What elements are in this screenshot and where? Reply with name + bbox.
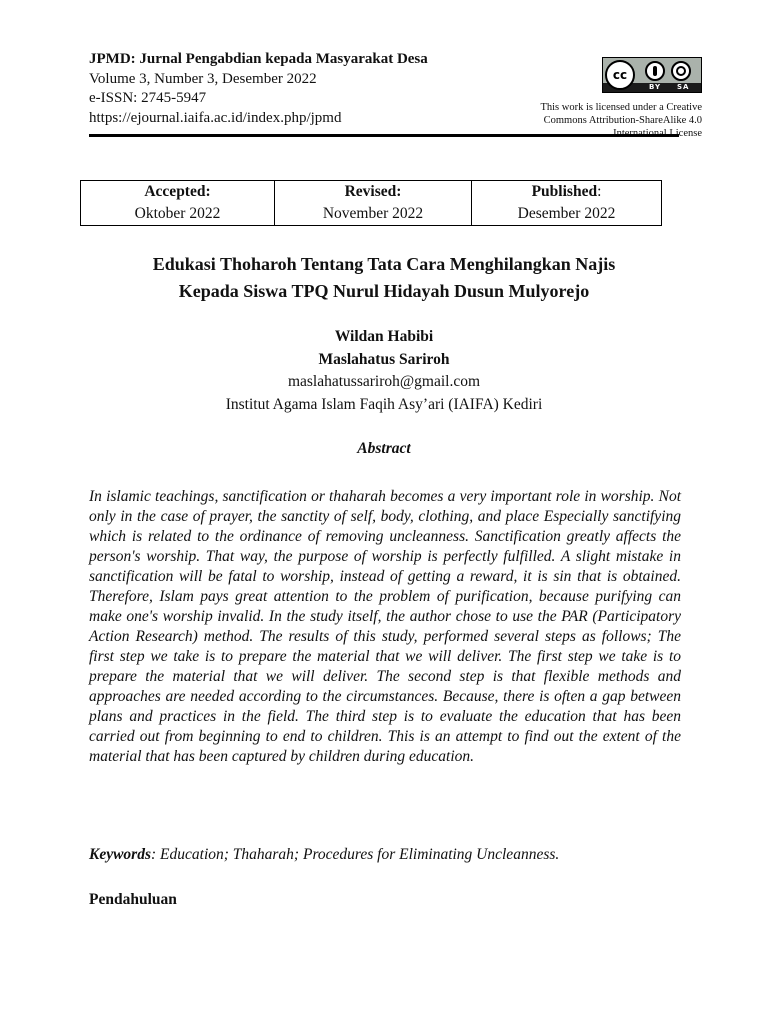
revised-label: Revised: bbox=[344, 183, 402, 200]
author-block bbox=[89, 326, 679, 416]
license-block bbox=[500, 57, 702, 140]
journal-issn: e-ISSN: 2745-5947 bbox=[89, 90, 207, 106]
author-name-2: Maslahatus Sariroh bbox=[318, 350, 450, 368]
published-cell bbox=[472, 181, 662, 226]
paper-title bbox=[89, 251, 679, 305]
by-attribution-icon bbox=[645, 61, 665, 81]
journal-url[interactable]: https://ejournal.iaifa.ac.id/index.php/jpmd bbox=[89, 109, 342, 126]
journal-volume: Volume 3, Number 3, Desember 2022 bbox=[89, 70, 317, 87]
revised-value: November 2022 bbox=[322, 205, 424, 222]
published-value: Desember 2022 bbox=[517, 205, 616, 222]
header-divider bbox=[89, 134, 679, 137]
accepted-value: Oktober 2022 bbox=[134, 205, 221, 222]
author-email[interactable]: maslahatussariroh@gmail.com bbox=[287, 373, 481, 390]
published-label: Published bbox=[531, 183, 598, 200]
paper-title-line-1: Edukasi Thoharoh Tentang Tata Cara Menghilangkan Najis bbox=[152, 254, 616, 274]
revised-cell bbox=[275, 181, 472, 226]
license-line-2[interactable]: Commons Attribution-ShareAlike 4.0 bbox=[543, 115, 702, 126]
journal-name: JPMD: Jurnal Pengabdian kepada Masyarakat Desa bbox=[89, 51, 428, 67]
author-name-1: Wildan Habibi bbox=[334, 328, 434, 345]
journal-header bbox=[89, 50, 519, 128]
paper-title-line-2: Kepada Siswa TPQ Nurul Hidayah Dusun Mulyorejo bbox=[178, 281, 590, 301]
abstract-body: In islamic teachings, sanctification or thaharah becomes a very important role in worship. Not only in the case of prayer, the sanctity of self, body, clothing, and place Especially sanctifying which is related to the ordinance of removing uncleanness. Sanctification greatly affects the person's worship. That way, the purpose of worship is perfectly fulfilled. A slight mistake in sanctification will be fatal to worship, instead of getting a reward, it is sin that is obtained. Therefore, Islam pays great attention to the problem of purification, because purifying can make one's worship invalid. In the study itself, the author chose to use the PAR (Participatory Action Research) method. The results of this study, performed several steps as follows; The first step we take is to prepare the material that we will deliver. The first step we take is to prepare the material that we will deliver. The second step is that flexible methods and approaches are needed according to the circumstances. Because, there is often a gap between plans and practices in the field. The third step is to evaluate the education that has been carried out from beginning to end to children. This is an attempt to find out the extent of the material that has been captured by children during education. bbox=[89, 488, 681, 765]
author-affiliation: Institut Agama Islam Faqih Asy’ari (IAIFA) Kediri bbox=[225, 395, 543, 413]
accepted-label: Accepted: bbox=[144, 183, 211, 200]
license-line-3[interactable]: International License bbox=[613, 128, 702, 139]
dates-table bbox=[80, 180, 662, 226]
sa-sharealike-icon bbox=[671, 61, 691, 81]
section-heading: Pendahuluan bbox=[89, 891, 177, 908]
accepted-cell bbox=[81, 181, 275, 226]
cc-icon: cc bbox=[605, 60, 635, 90]
keywords-value: : Education; Thaharah; Procedures for Eliminating Uncleanness. bbox=[151, 846, 560, 863]
keywords-line bbox=[89, 846, 681, 864]
published-colon: : bbox=[597, 183, 602, 200]
cc-by-sa-badge-icon[interactable] bbox=[602, 57, 702, 93]
sa-label: SA bbox=[677, 83, 690, 91]
keywords-label: Keywords bbox=[89, 846, 151, 863]
by-label: BY bbox=[649, 83, 662, 91]
license-line-1: This work is licensed under a Creative bbox=[540, 102, 702, 113]
abstract-heading: Abstract bbox=[357, 440, 411, 457]
